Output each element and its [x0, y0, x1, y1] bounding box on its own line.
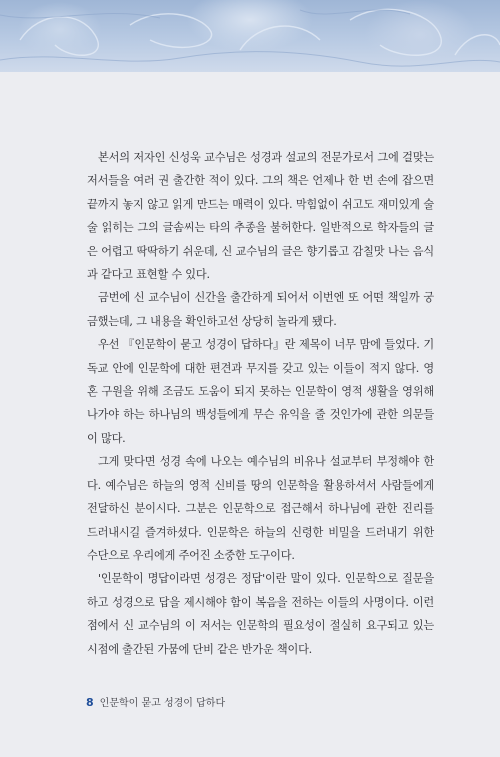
paragraph: '인문학이 명답이라면 성경은 정답'이란 말이 있다. 인문학으로 질문을 하고 성경으로 답을 제시해야 함이 복음을 전하는 이들의 사명이다. 이런 점에서 신 교수님의 이 저서는 인문학의 필요성이 절실히 요구되고 있는 시점에 출간된 가뭄에 단비 같은 반가운 책이다. — [87, 572, 434, 656]
header-painting-image — [0, 0, 500, 72]
swirl-pattern-icon — [0, 0, 500, 72]
paragraph: 그게 맞다면 성경 속에 나오는 예수님의 비유나 설교부터 부정해야 한다. 예수님은 하늘의 영적 신비를 땅의 인문학을 활용하셔서 사람들에게 전달하신 분이시다. 그분은 인문학으로 접근해서 하나님에 관한 진리를 드러내시길 즐겨하셨다. 인문학은 하늘의 신령한 비밀을 드러내기 위한 수단으로 우리에게 주어진 소중한 도구이다. — [87, 455, 434, 562]
paragraph: 금번에 신 교수님이 신간을 출간하게 되어서 이번엔 또 어떤 책일까 궁금했는데, 그 내용을 확인하고선 상당히 놀라게 됐다. — [87, 291, 434, 328]
paragraph: 우선 『인문학이 묻고 성경이 답하다』란 제목이 너무 맘에 들었다. 기독교 안에 인문학에 대한 편견과 무지를 갖고 있는 이들이 적지 않다. 영혼 구원을 위해 조금도 도움이 되지 못하는 인문학이 영적 생활을 영위해나가야 하는 하나님의 백성들에게 무슨 유익을 줄 것인가에 관한 의문들이 많다. — [87, 338, 434, 445]
paragraph: 본서의 저자인 신성욱 교수님은 성경과 설교의 전문가로서 그에 걸맞는 저서들을 여러 권 출간한 적이 있다. 그의 책은 언제나 한 번 손에 잡으면 끝까지 놓지 않고 읽게 만드는 매력이 있다. 막힘없이 쉬고도 재미있게 술술 읽히는 그의 글솜씨는 타의 추종을 불허한다. 일반적으로 학자들의 글은 어렵고 딱딱하기 쉬운데, 신 교수님의 글은 향기롭고 감칠맛 나는 음식과 같다고 표현할 수 있다. — [87, 151, 434, 282]
page-footer — [86, 694, 225, 709]
body-text — [87, 146, 434, 661]
running-title: 인문학이 묻고 성경이 답하다 — [99, 698, 226, 709]
page-number: 8 — [86, 696, 94, 709]
